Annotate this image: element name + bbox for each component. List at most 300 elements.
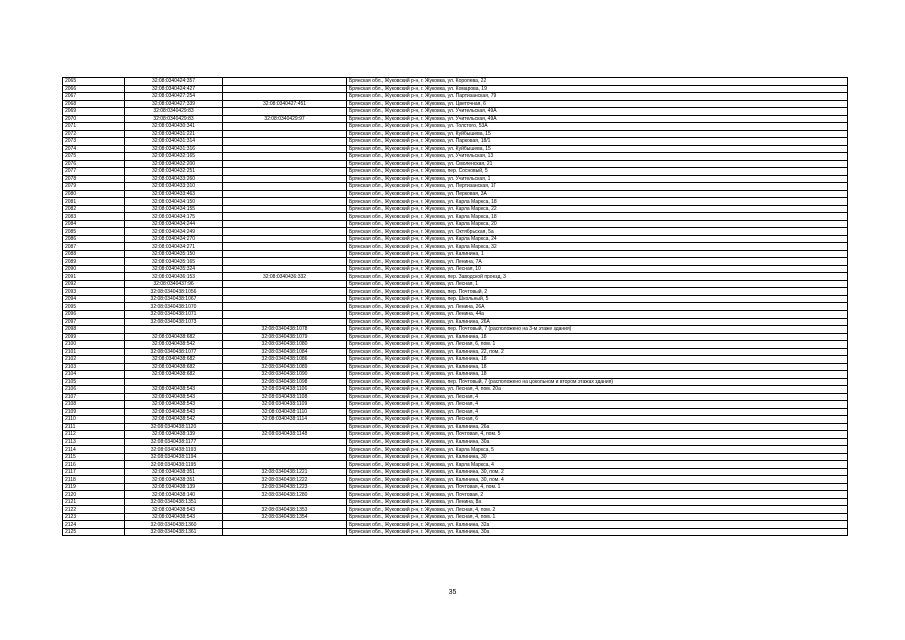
table-row <box>63 333 848 341</box>
cadastral-number-cell: 32:08:0340438:1070 <box>125 303 223 311</box>
cadastral-number-cell: 32:08:0340438:1071 <box>125 310 223 318</box>
address-cell: Брянская обл., Жуковский р-н, г. Жуковка, ул. Карла Маркса, 24 <box>347 235 848 243</box>
table-row <box>63 190 848 198</box>
parent-cadastral-number-cell: 32:08:0340438:1098 <box>223 378 347 386</box>
parent-cadastral-number-cell <box>223 205 347 213</box>
parent-cadastral-number-cell <box>223 123 347 131</box>
cadastral-number-cell: 32:08:0340438:1194 <box>125 453 223 461</box>
row-number-cell: 2080 <box>63 190 125 198</box>
cadastral-number-cell: 32:08:0340433:310 <box>125 183 223 191</box>
table-row <box>63 491 848 499</box>
row-number-cell: 2098 <box>63 326 125 334</box>
parent-cadastral-number-cell: 32:08:0340438:1106 <box>223 386 347 394</box>
cadastral-number-cell: 32:08:0340438:351 <box>125 468 223 476</box>
parent-cadastral-number-cell <box>223 213 347 221</box>
parent-cadastral-number-cell <box>223 190 347 198</box>
cadastral-number-cell: 32:08:0340434:175 <box>125 213 223 221</box>
row-number-cell: 2069 <box>63 108 125 116</box>
parent-cadastral-number-cell: 32:08:0340438:1148 <box>223 431 347 439</box>
table-row <box>63 371 848 379</box>
address-cell: Брянская обл., Жуковский р-н, г. Жуковка, ул. Почтовая, 2 <box>347 491 848 499</box>
address-cell: Брянская обл., Жуковский р-н, г. Жуковка, ул. Лесная, 1 <box>347 280 848 288</box>
cadastral-number-cell: 32:08:0340433:260 <box>125 175 223 183</box>
row-number-cell: 2083 <box>63 213 125 221</box>
table-row <box>63 393 848 401</box>
row-number-cell: 2107 <box>63 393 125 401</box>
parent-cadastral-number-cell <box>223 423 347 431</box>
row-number-cell: 2089 <box>63 258 125 266</box>
table-row <box>63 145 848 153</box>
address-cell: Брянская обл., Жуковский р-н, г. Жуковка, ул. Почтовая, 4, пом. 5 <box>347 431 848 439</box>
cadastral-number-cell: 32:08:0340438:1067 <box>125 295 223 303</box>
table-row <box>63 506 848 514</box>
table-row <box>63 228 848 236</box>
table-row <box>63 78 848 86</box>
cadastral-number-cell: 32:08:0340438:1193 <box>125 446 223 454</box>
row-number-cell: 2075 <box>63 153 125 161</box>
cadastral-number-cell <box>125 326 223 334</box>
table-row <box>63 378 848 386</box>
cadastral-number-cell: 32:08:0340434:249 <box>125 228 223 236</box>
cadastral-number-cell: 32:08:0340438:543 <box>125 513 223 521</box>
table-row <box>63 363 848 371</box>
table-row <box>63 115 848 123</box>
cadastral-number-cell: 32:08:0340438:543 <box>125 401 223 409</box>
parent-cadastral-number-cell: 32:08:0340438:1114 <box>223 416 347 424</box>
cadastral-number-cell: 32:08:0340431:316 <box>125 145 223 153</box>
address-cell: Брянская обл., Жуковский р-н, г. Жуковка, ул. Парковая, 18/1 <box>347 138 848 146</box>
cadastral-number-cell: 32:08:0340438:543 <box>125 393 223 401</box>
row-number-cell: 2073 <box>63 138 125 146</box>
address-cell: Брянская обл., Жуковский р-н, г. Жуковка, ул. Лесная, 10 <box>347 265 848 273</box>
address-cell: Брянская обл., Жуковский р-н, г. Жуковка, ул. Карла Маркса, 18 <box>347 213 848 221</box>
address-cell: Брянская обл., Жуковский р-н, г. Жуковка, ул. Калинина, 32а <box>347 521 848 529</box>
address-cell: Брянская обл., Жуковский р-н, г. Жуковка, ул. Учительская, 49А <box>347 115 848 123</box>
parent-cadastral-number-cell: 32:08:0340438:1109 <box>223 401 347 409</box>
row-number-cell: 2121 <box>63 498 125 506</box>
row-number-cell: 2112 <box>63 431 125 439</box>
table-row <box>63 438 848 446</box>
cadastral-number-cell: 32:08:0340437:96 <box>125 280 223 288</box>
table-row <box>63 295 848 303</box>
parent-cadastral-number-cell <box>223 521 347 529</box>
address-cell: Брянская обл., Жуковский р-н, г. Жуковка, ул. Карла Маркса, 4 <box>347 461 848 469</box>
row-number-cell: 2113 <box>63 438 125 446</box>
cadastral-number-cell: 32:08:0340434:244 <box>125 220 223 228</box>
table-row <box>63 476 848 484</box>
parent-cadastral-number-cell <box>223 108 347 116</box>
registry-table-body <box>63 78 848 536</box>
parent-cadastral-number-cell: 32:08:0340438:1353 <box>223 506 347 514</box>
cadastral-number-cell: 32:08:0340433:463 <box>125 190 223 198</box>
cadastral-number-cell: 32:08:0340438:1177 <box>125 438 223 446</box>
parent-cadastral-number-cell <box>223 220 347 228</box>
cadastral-number-cell: 32:08:0340435:165 <box>125 258 223 266</box>
cadastral-number-cell: 32:08:0340438:682 <box>125 356 223 364</box>
parent-cadastral-number-cell <box>223 85 347 93</box>
cadastral-number-cell: 32:08:0340438:682 <box>125 363 223 371</box>
table-row <box>63 160 848 168</box>
parent-cadastral-number-cell: 32:08:0340438:1078 <box>223 326 347 334</box>
parent-cadastral-number-cell <box>223 288 347 296</box>
cadastral-number-cell: 32:08:0340431:221 <box>125 130 223 138</box>
row-number-cell: 2120 <box>63 491 125 499</box>
address-cell: Брянская обл., Жуковский р-н, г. Жуковка, пер. Почтовый, 7 (расположено на 3-м этаже здания) <box>347 326 848 334</box>
address-cell: Брянская обл., Жуковский р-н, г. Жуковка, ул. Калинина, 18 <box>347 371 848 379</box>
table-row <box>63 416 848 424</box>
parent-cadastral-number-cell: 32:08:0340438:1090 <box>223 371 347 379</box>
address-cell: Брянская обл., Жуковский р-н, г. Жуковка, ул. Перковая, 3А <box>347 190 848 198</box>
table-row <box>63 310 848 318</box>
cadastral-number-cell: 32:08:0340424:427 <box>125 85 223 93</box>
row-number-cell: 2117 <box>63 468 125 476</box>
address-cell: Брянская обл., Жуковский р-н, г. Жуковка, ул. Калинина, 22, пом. 2 <box>347 348 848 356</box>
row-number-cell: 2082 <box>63 205 125 213</box>
table-row <box>63 265 848 273</box>
table-row <box>63 168 848 176</box>
address-cell: Брянская обл., Жуковский р-н, г. Жуковка, ул. Комарова, 19 <box>347 85 848 93</box>
row-number-cell: 2091 <box>63 273 125 281</box>
cadastral-number-cell: 32:08:0340438:682 <box>125 371 223 379</box>
row-number-cell: 2104 <box>63 371 125 379</box>
table-row <box>63 318 848 326</box>
table-row <box>63 93 848 101</box>
cadastral-number-cell: 32:08:0340438:542 <box>125 416 223 424</box>
address-cell: Брянская обл., Жуковский р-н, г. Жуковка, ул. Лесная, 4 <box>347 393 848 401</box>
row-number-cell: 2070 <box>63 115 125 123</box>
cadastral-number-cell: 32:08:0340438:543 <box>125 408 223 416</box>
table-row <box>63 498 848 506</box>
parent-cadastral-number-cell: 32:08:0340438:1280 <box>223 491 347 499</box>
cadastral-number-cell: 32:08:0340438:351 <box>125 476 223 484</box>
address-cell: Брянская обл., Жуковский р-н, г. Жуковка, ул. Пертизанская, 1Г <box>347 183 848 191</box>
address-cell: Брянская обл., Жуковский р-н, г. Жуковка, ул. Калинина, 18 <box>347 333 848 341</box>
address-cell: Брянская обл., Жуковский р-н, г. Жуковка, ул. Лесная, 4, пом. 1 <box>347 513 848 521</box>
row-number-cell: 2086 <box>63 235 125 243</box>
parent-cadastral-number-cell <box>223 528 347 536</box>
row-number-cell: 2067 <box>63 93 125 101</box>
row-number-cell: 2116 <box>63 461 125 469</box>
cadastral-number-cell: 32:08:0340438:1351 <box>125 498 223 506</box>
address-cell: Брянская обл., Жуковский р-н, г. Жуковка, ул. Калинина, 30, пом. 4 <box>347 476 848 484</box>
row-number-cell: 2125 <box>63 528 125 536</box>
cadastral-number-cell: 32:08:0340436:153 <box>125 273 223 281</box>
parent-cadastral-number-cell <box>223 280 347 288</box>
address-cell: Брянская обл., Жуковский р-н, г. Жуковка, ул. Калинина, 1 <box>347 250 848 258</box>
cadastral-number-cell: 32:08:0340429:83 <box>125 108 223 116</box>
parent-cadastral-number-cell: 32:08:0340427:451 <box>223 100 347 108</box>
table-row <box>63 348 848 356</box>
row-number-cell: 2110 <box>63 416 125 424</box>
row-number-cell: 2074 <box>63 145 125 153</box>
cadastral-number-cell: 32:08:0340438:682 <box>125 333 223 341</box>
address-cell: Брянская обл., Жуковский р-н, г. Жуковка, ул. Королева, 22 <box>347 78 848 86</box>
cadastral-number-cell: 32:08:0340438:1195 <box>125 461 223 469</box>
parent-cadastral-number-cell: 32:08:0340438:1221 <box>223 468 347 476</box>
row-number-cell: 2106 <box>63 386 125 394</box>
cadastral-number-cell: 32:08:0340427:339 <box>125 100 223 108</box>
parent-cadastral-number-cell <box>223 310 347 318</box>
parent-cadastral-number-cell: 32:08:0340436:332 <box>223 273 347 281</box>
parent-cadastral-number-cell <box>223 138 347 146</box>
row-number-cell: 2102 <box>63 356 125 364</box>
table-row <box>63 431 848 439</box>
address-cell: Брянская обл., Жуковский р-н, г. Жуковка, ул. Учительская, 13 <box>347 153 848 161</box>
table-row <box>63 461 848 469</box>
cadastral-number-cell: 32:08:0340429:83 <box>125 115 223 123</box>
address-cell: Брянская обл., Жуковский р-н, г. Жуковка, ул. Лесная, 6, пом. 1 <box>347 341 848 349</box>
table-row <box>63 243 848 251</box>
address-cell: Брянская обл., Жуковский р-н, г. Жуковка, ул. Калинина, 18 <box>347 356 848 364</box>
cadastral-number-cell: 32:08:0340432:200 <box>125 160 223 168</box>
cadastral-number-cell: 32:08:0340434:271 <box>125 243 223 251</box>
parent-cadastral-number-cell <box>223 498 347 506</box>
table-row <box>63 175 848 183</box>
table-row <box>63 401 848 409</box>
address-cell: Брянская обл., Жуковский р-н, г. Жуковка, ул. Карла Маркса, 5 <box>347 446 848 454</box>
parent-cadastral-number-cell: 32:08:0340438:1080 <box>223 341 347 349</box>
address-cell: Брянская обл., Жуковский р-н, г. Жуковка, ул. Лесная, 6 <box>347 416 848 424</box>
row-number-cell: 2105 <box>63 378 125 386</box>
address-cell: Брянская обл., Жуковский р-н, г. Жуковка, ул. Смоленская, 21 <box>347 160 848 168</box>
row-number-cell: 2090 <box>63 265 125 273</box>
table-row <box>63 468 848 476</box>
table-row <box>63 138 848 146</box>
parent-cadastral-number-cell <box>223 453 347 461</box>
address-cell: Брянская обл., Жуковский р-н, г. Жуковка, ул. Почтовая, 4, пом. 1 <box>347 483 848 491</box>
address-cell: Брянская обл., Жуковский р-н, г. Жуковка, ул. Карла Маркса, 32 <box>347 243 848 251</box>
cadastral-number-cell: 32:08:0340438:1120 <box>125 423 223 431</box>
table-row <box>63 513 848 521</box>
address-cell: Брянская обл., Жуковский р-н, г. Жуковка, ул. Калинина, 30а <box>347 438 848 446</box>
cadastral-number-cell: 32:08:0340438:139 <box>125 483 223 491</box>
table-row <box>63 356 848 364</box>
row-number-cell: 2081 <box>63 198 125 206</box>
address-cell: Брянская обл., Жуковский р-н, г. Жуковка, ул. Лесная, 4, пом. 2 <box>347 506 848 514</box>
row-number-cell: 2109 <box>63 408 125 416</box>
row-number-cell: 2100 <box>63 341 125 349</box>
parent-cadastral-number-cell <box>223 198 347 206</box>
cadastral-number-cell: 32:08:0340434:155 <box>125 205 223 213</box>
parent-cadastral-number-cell <box>223 93 347 101</box>
address-cell: Брянская обл., Жуковский р-н, г. Жуковка, пер. Школьный, 5 <box>347 295 848 303</box>
property-registry-table <box>62 77 848 536</box>
address-cell: Брянская обл., Жуковский р-н, г. Жуковка, ул. Карла Маркса, 20 <box>347 220 848 228</box>
row-number-cell: 2079 <box>63 183 125 191</box>
table-row <box>63 408 848 416</box>
table-row <box>63 521 848 529</box>
row-number-cell: 2096 <box>63 310 125 318</box>
parent-cadastral-number-cell: 32:08:0340438:1086 <box>223 356 347 364</box>
parent-cadastral-number-cell <box>223 446 347 454</box>
row-number-cell: 2071 <box>63 123 125 131</box>
row-number-cell: 2092 <box>63 280 125 288</box>
address-cell: Брянская обл., Жуковский р-н, г. Жуковка, ул. Ленина, 8а <box>347 498 848 506</box>
parent-cadastral-number-cell: 32:08:0340438:1223 <box>223 483 347 491</box>
cadastral-number-cell: 32:08:0340438:543 <box>125 386 223 394</box>
table-row <box>63 205 848 213</box>
row-number-cell: 2115 <box>63 453 125 461</box>
table-row <box>63 100 848 108</box>
row-number-cell: 2118 <box>63 476 125 484</box>
cadastral-number-cell: 32:08:0340438:1073 <box>125 318 223 326</box>
parent-cadastral-number-cell <box>223 265 347 273</box>
table-row <box>63 258 848 266</box>
parent-cadastral-number-cell <box>223 461 347 469</box>
parent-cadastral-number-cell <box>223 130 347 138</box>
row-number-cell: 2066 <box>63 85 125 93</box>
table-row <box>63 303 848 311</box>
cadastral-number-cell: 32:08:0340427:254 <box>125 93 223 101</box>
parent-cadastral-number-cell <box>223 295 347 303</box>
parent-cadastral-number-cell <box>223 160 347 168</box>
address-cell: Брянская обл., Жуковский р-н, г. Жуковка, пер. Сосновый, 5 <box>347 168 848 176</box>
address-cell: Брянская обл., Жуковский р-н, г. Жуковка, ул. Лесная, 4 <box>347 408 848 416</box>
parent-cadastral-number-cell <box>223 258 347 266</box>
cadastral-number-cell: 32:08:0340438:543 <box>125 506 223 514</box>
address-cell: Брянская обл., Жуковский р-н, г. Жуковка, ул. Калинина, 26А <box>347 318 848 326</box>
parent-cadastral-number-cell <box>223 303 347 311</box>
cadastral-number-cell: 32:08:0340438:1056 <box>125 288 223 296</box>
table-row <box>63 198 848 206</box>
parent-cadastral-number-cell: 32:08:0340429:97 <box>223 115 347 123</box>
address-cell: Брянская обл., Жуковский р-н, г. Жуковка, ул. Партизанская, 79 <box>347 93 848 101</box>
table-row <box>63 288 848 296</box>
cadastral-number-cell: 32:08:0340438:1360 <box>125 521 223 529</box>
row-number-cell: 2103 <box>63 363 125 371</box>
address-cell: Брянская обл., Жуковский р-н, г. Жуковка, ул. Толстого, 53А <box>347 123 848 131</box>
row-number-cell: 2087 <box>63 243 125 251</box>
parent-cadastral-number-cell <box>223 78 347 86</box>
table-row <box>63 85 848 93</box>
table-row <box>63 446 848 454</box>
address-cell: Брянская обл., Жуковский р-н, г. Жуковка, ул. Ленина, 7А <box>347 258 848 266</box>
table-row <box>63 483 848 491</box>
row-number-cell: 2077 <box>63 168 125 176</box>
table-row <box>63 341 848 349</box>
cadastral-number-cell: 32:08:0340438:542 <box>125 341 223 349</box>
address-cell: Брянская обл., Жуковский р-н, г. Жуковка, пер. Заводской проезд, 3 <box>347 273 848 281</box>
row-number-cell: 2119 <box>63 483 125 491</box>
row-number-cell: 2108 <box>63 401 125 409</box>
row-number-cell: 2122 <box>63 506 125 514</box>
parent-cadastral-number-cell <box>223 145 347 153</box>
row-number-cell: 2124 <box>63 521 125 529</box>
cadastral-number-cell: 32:08:0340434:270 <box>125 235 223 243</box>
parent-cadastral-number-cell <box>223 250 347 258</box>
row-number-cell: 2114 <box>63 446 125 454</box>
row-number-cell: 2095 <box>63 303 125 311</box>
page-number: 35 <box>448 589 457 596</box>
parent-cadastral-number-cell: 32:08:0340438:1222 <box>223 476 347 484</box>
parent-cadastral-number-cell <box>223 235 347 243</box>
address-cell: Брянская обл., Жуковский р-н, г. Жуковка, пер. Почтовый, 7 (расположено на цокольном и втором этажах здания) <box>347 378 848 386</box>
address-cell: Брянская обл., Жуковский р-н, г. Жуковка, ул. Куйбышева, 15 <box>347 145 848 153</box>
table-row <box>63 326 848 334</box>
table-row <box>63 220 848 228</box>
cadastral-number-cell: 32:08:0340434:150 <box>125 198 223 206</box>
table-row <box>63 123 848 131</box>
row-number-cell: 2078 <box>63 175 125 183</box>
parent-cadastral-number-cell <box>223 175 347 183</box>
cadastral-number-cell: 32:08:0340431:314 <box>125 138 223 146</box>
parent-cadastral-number-cell <box>223 228 347 236</box>
table-row <box>63 273 848 281</box>
cadastral-number-cell: 32:08:0340435:150 <box>125 250 223 258</box>
cadastral-number-cell: 32:08:0340432:251 <box>125 168 223 176</box>
parent-cadastral-number-cell: 32:08:0340438:1079 <box>223 333 347 341</box>
parent-cadastral-number-cell <box>223 183 347 191</box>
table-row <box>63 423 848 431</box>
row-number-cell: 2094 <box>63 295 125 303</box>
table-row <box>63 213 848 221</box>
row-number-cell: 2076 <box>63 160 125 168</box>
row-number-cell: 2099 <box>63 333 125 341</box>
address-cell: Брянская обл., Жуковский р-н, г. Жуковка, ул. Калинина, 18 <box>347 363 848 371</box>
row-number-cell: 2088 <box>63 250 125 258</box>
address-cell: Брянская обл., Жуковский р-н, г. Жуковка, ул. Карла Маркса, 22 <box>347 205 848 213</box>
parent-cadastral-number-cell <box>223 168 347 176</box>
table-row <box>63 453 848 461</box>
table-row <box>63 130 848 138</box>
parent-cadastral-number-cell: 32:08:0340438:1084 <box>223 348 347 356</box>
address-cell: Брянская обл., Жуковский р-н, г. Жуковка, ул. Карла Маркса, 18 <box>347 198 848 206</box>
address-cell: Брянская обл., Жуковский р-н, г. Жуковка, ул. Октябрьская, 5а <box>347 228 848 236</box>
row-number-cell: 2072 <box>63 130 125 138</box>
row-number-cell: 2097 <box>63 318 125 326</box>
row-number-cell: 2093 <box>63 288 125 296</box>
table-row <box>63 386 848 394</box>
table-row <box>63 183 848 191</box>
cadastral-number-cell: 32:08:0340430:341 <box>125 123 223 131</box>
cadastral-number-cell: 32:08:0340438:1361 <box>125 528 223 536</box>
parent-cadastral-number-cell: 32:08:0340438:1089 <box>223 363 347 371</box>
address-cell: Брянская обл., Жуковский р-н, г. Жуковка, ул. Учительская, 49А <box>347 108 848 116</box>
cadastral-number-cell: 32:08:0340424:357 <box>125 78 223 86</box>
cadastral-number-cell: 32:08:0340438:139 <box>125 431 223 439</box>
table-row <box>63 153 848 161</box>
address-cell: Брянская обл., Жуковский р-н, г. Жуковка, ул. Учительская, 1 <box>347 175 848 183</box>
parent-cadastral-number-cell: 32:08:0340438:1110 <box>223 408 347 416</box>
parent-cadastral-number-cell <box>223 243 347 251</box>
parent-cadastral-number-cell: 32:08:0340438:1354 <box>223 513 347 521</box>
table-row <box>63 528 848 536</box>
address-cell: Брянская обл., Жуковский р-н, г. Жуковка, ул. Ленина, 26А <box>347 303 848 311</box>
row-number-cell: 2111 <box>63 423 125 431</box>
row-number-cell: 2085 <box>63 228 125 236</box>
address-cell: Брянская обл., Жуковский р-н, г. Жуковка, ул. Куйбышева, 15 <box>347 130 848 138</box>
parent-cadastral-number-cell: 32:08:0340438:1108 <box>223 393 347 401</box>
table-row <box>63 280 848 288</box>
parent-cadastral-number-cell <box>223 318 347 326</box>
table-row <box>63 108 848 116</box>
cadastral-number-cell: 32:08:0340438:140 <box>125 491 223 499</box>
address-cell: Брянская обл., Жуковский р-н, г. Жуковка, пер. Почтовый, 2 <box>347 288 848 296</box>
row-number-cell: 2084 <box>63 220 125 228</box>
table-row <box>63 250 848 258</box>
cadastral-number-cell: 32:08:0340432:165 <box>125 153 223 161</box>
address-cell: Брянская обл., Жуковский р-н, г. Жуковка, ул. Калинина, 30 <box>347 453 848 461</box>
address-cell: Брянская обл., Жуковский р-н, г. Жуковка, ул. Калинина, 26а <box>347 423 848 431</box>
address-cell: Брянская обл., Жуковский р-н, г. Жуковка, ул. Калинина, 30а <box>347 528 848 536</box>
row-number-cell: 2123 <box>63 513 125 521</box>
cadastral-number-cell: 32:08:0340435:324 <box>125 265 223 273</box>
parent-cadastral-number-cell <box>223 438 347 446</box>
row-number-cell: 2068 <box>63 100 125 108</box>
address-cell: Брянская обл., Жуковский р-н, г. Жуковка, ул. Цветочная, 6 <box>347 100 848 108</box>
row-number-cell: 2065 <box>63 78 125 86</box>
address-cell: Брянская обл., Жуковский р-н, г. Жуковка, ул. Лесная, 4 <box>347 401 848 409</box>
